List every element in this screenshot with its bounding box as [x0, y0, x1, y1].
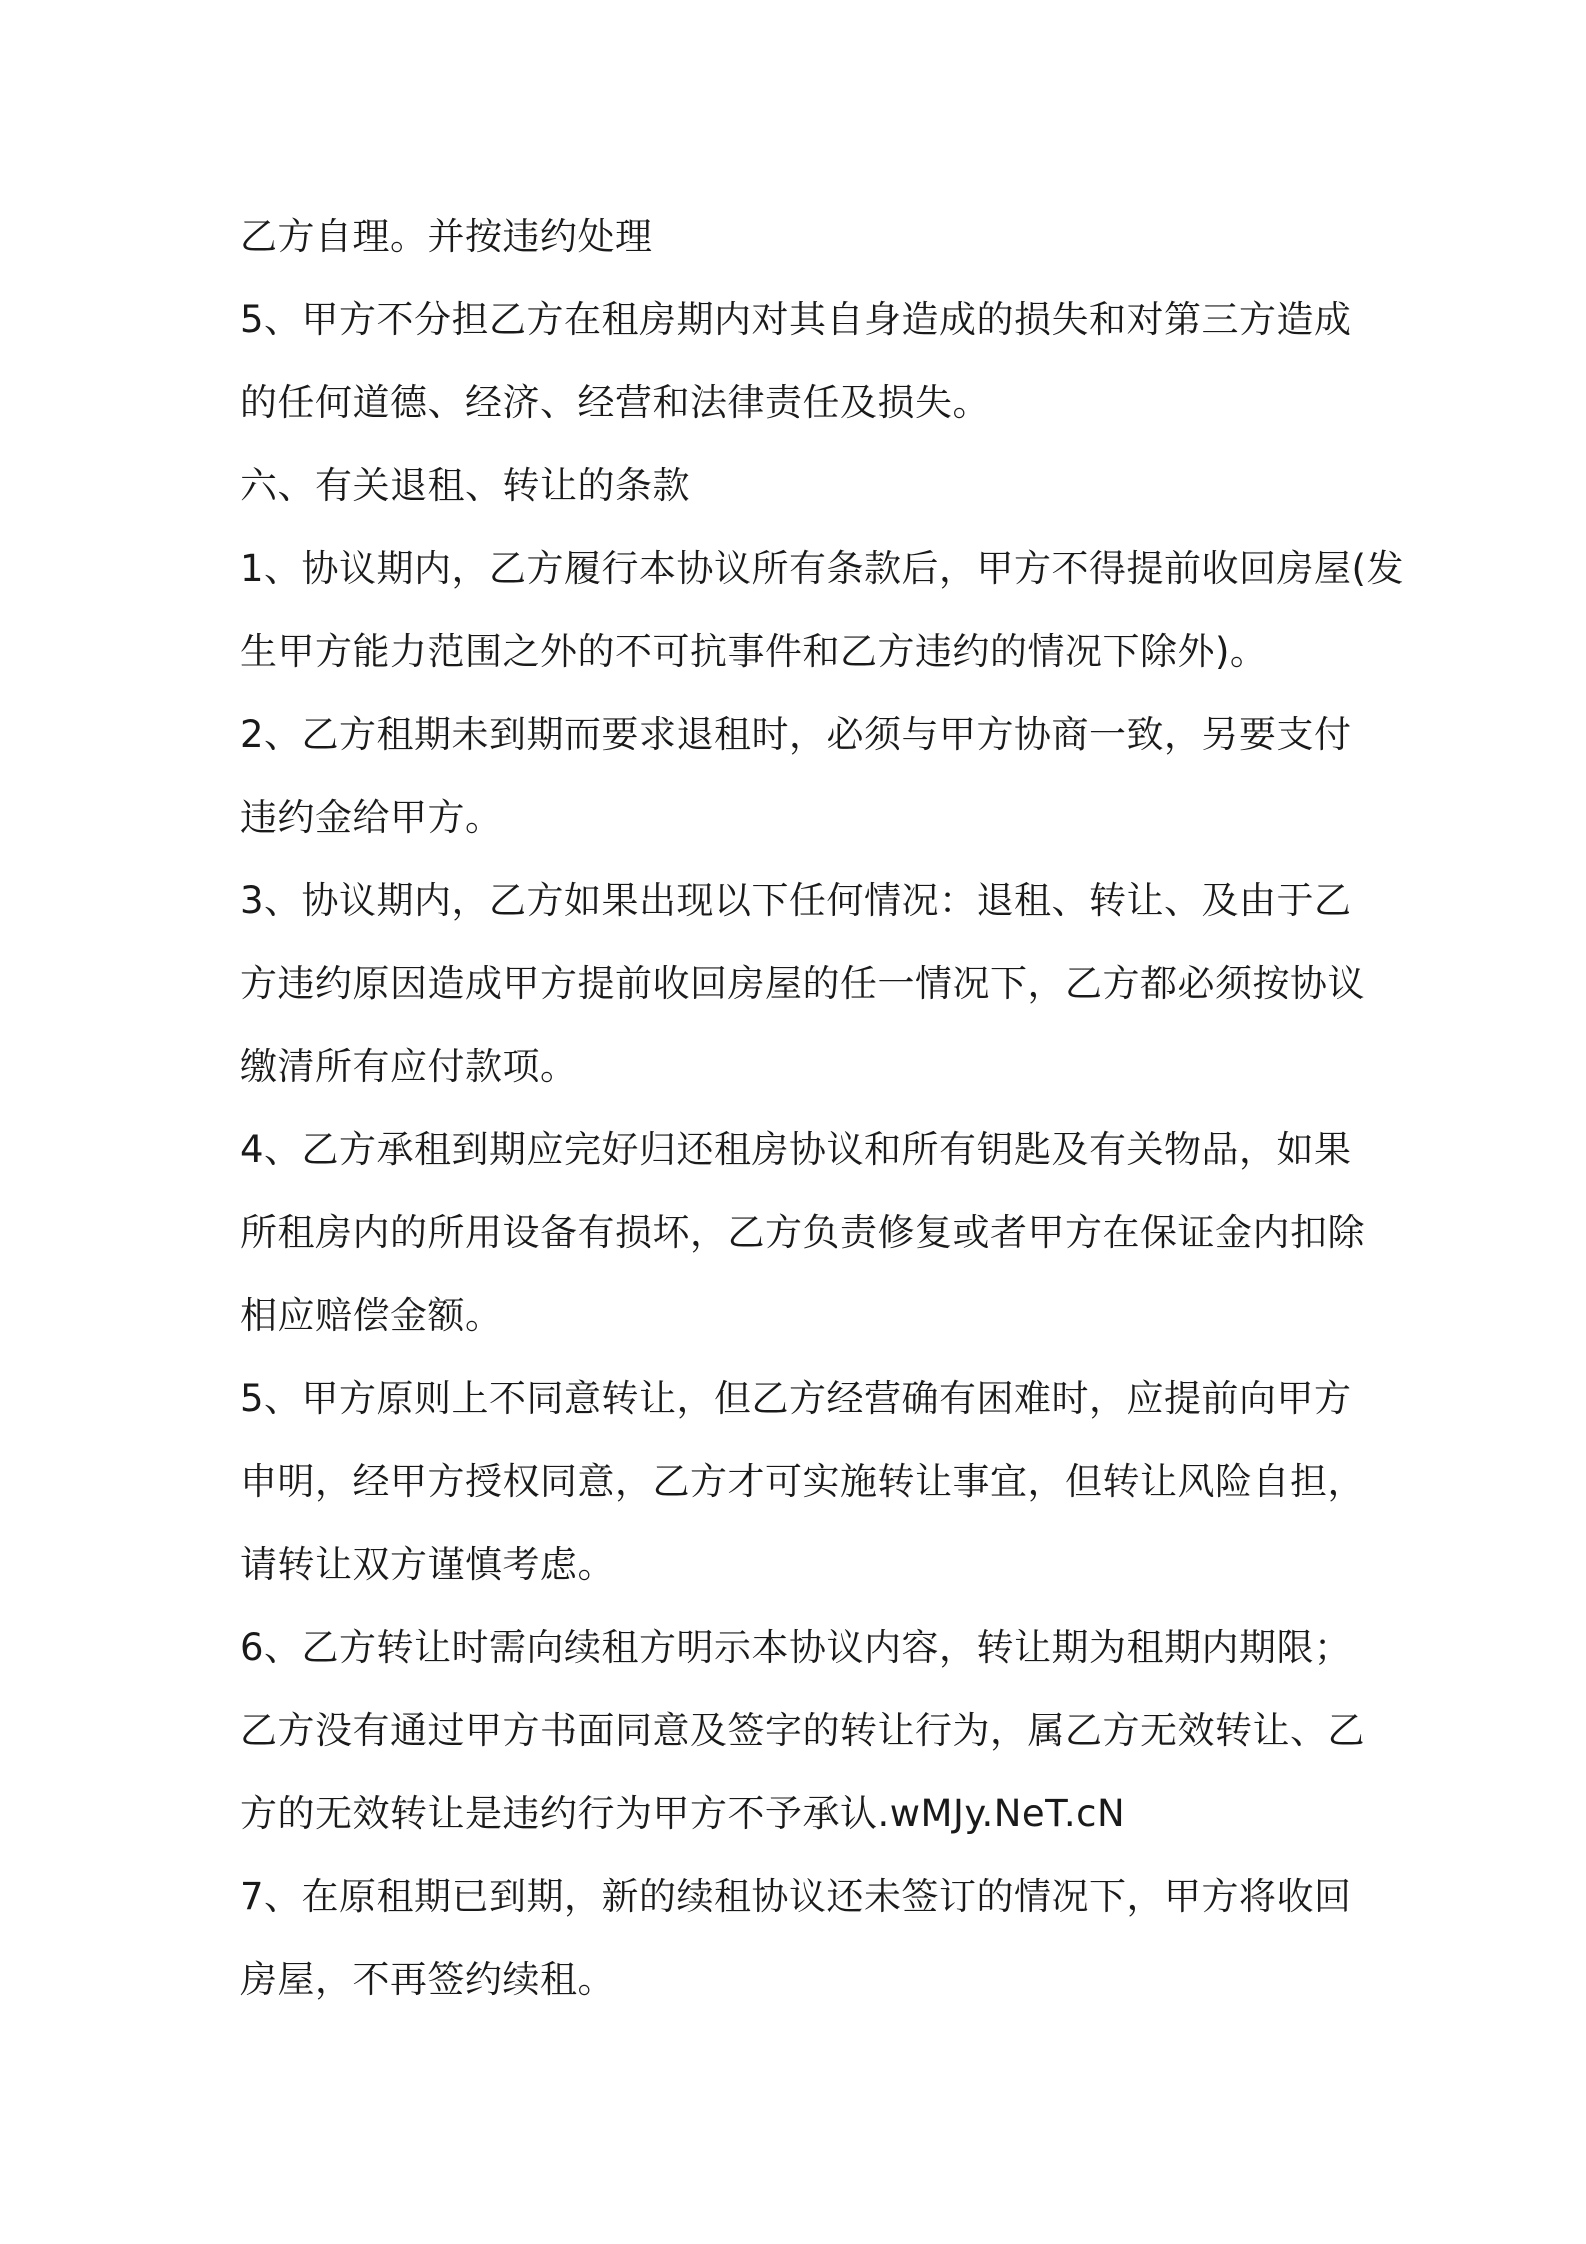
text-line: 申明，经甲方授权同意，乙方才可实施转让事宜，但转让风险自担， — [240, 1460, 1365, 1503]
text-line: 请转让双方谨慎考虑。 — [240, 1543, 615, 1586]
text-line: 所租房内的所用设备有损坏，乙方负责修复或者甲方在保证金内扣除 — [240, 1211, 1365, 1254]
text-line: 4、乙方承租到期应完好归还租房协议和所有钥匙及有关物品，如果 — [240, 1128, 1352, 1171]
text-line: 方的无效转让是违约行为甲方不予承认.wMJy.NeT.cN — [240, 1792, 1126, 1835]
text-line: 相应赔偿金额。 — [240, 1294, 503, 1337]
text-line: 乙方自理。并按违约处理 — [240, 215, 653, 258]
section-heading: 六、有关退租、转让的条款 — [240, 464, 690, 507]
text-line: 3、协议期内，乙方如果出现以下任何情况：退租、转让、及由于乙 — [240, 879, 1352, 922]
text-line: 6、乙方转让时需向续租方明示本协议内容，转让期为租期内期限； — [240, 1626, 1352, 1669]
text-line: 房屋，不再签约续租。 — [240, 1958, 615, 2001]
text-line: 的任何道德、经济、经营和法律责任及损失。 — [240, 381, 990, 424]
text-line: 1、协议期内，乙方履行本协议所有条款后，甲方不得提前收回房屋(发 — [240, 547, 1404, 590]
text-line: 乙方没有通过甲方书面同意及签字的转让行为，属乙方无效转让、乙 — [240, 1709, 1365, 1752]
text-line: 违约金给甲方。 — [240, 796, 503, 839]
text-line: 7、在原租期已到期，新的续租协议还未签订的情况下，甲方将收回 — [240, 1875, 1352, 1918]
text-line: 生甲方能力范围之外的不可抗事件和乙方违约的情况下除外)。 — [240, 630, 1268, 673]
text-line: 缴清所有应付款项。 — [240, 1045, 578, 1088]
text-line: 方违约原因造成甲方提前收回房屋的任一情况下，乙方都必须按协议 — [240, 962, 1365, 1005]
text-line: 5、甲方不分担乙方在租房期内对其自身造成的损失和对第三方造成 — [240, 298, 1352, 341]
text-line: 2、乙方租期未到期而要求退租时，必须与甲方协商一致，另要支付 — [240, 713, 1352, 756]
document-body — [240, 195, 1404, 2021]
text-line: 5、甲方原则上不同意转让，但乙方经营确有困难时，应提前向甲方 — [240, 1377, 1352, 1420]
